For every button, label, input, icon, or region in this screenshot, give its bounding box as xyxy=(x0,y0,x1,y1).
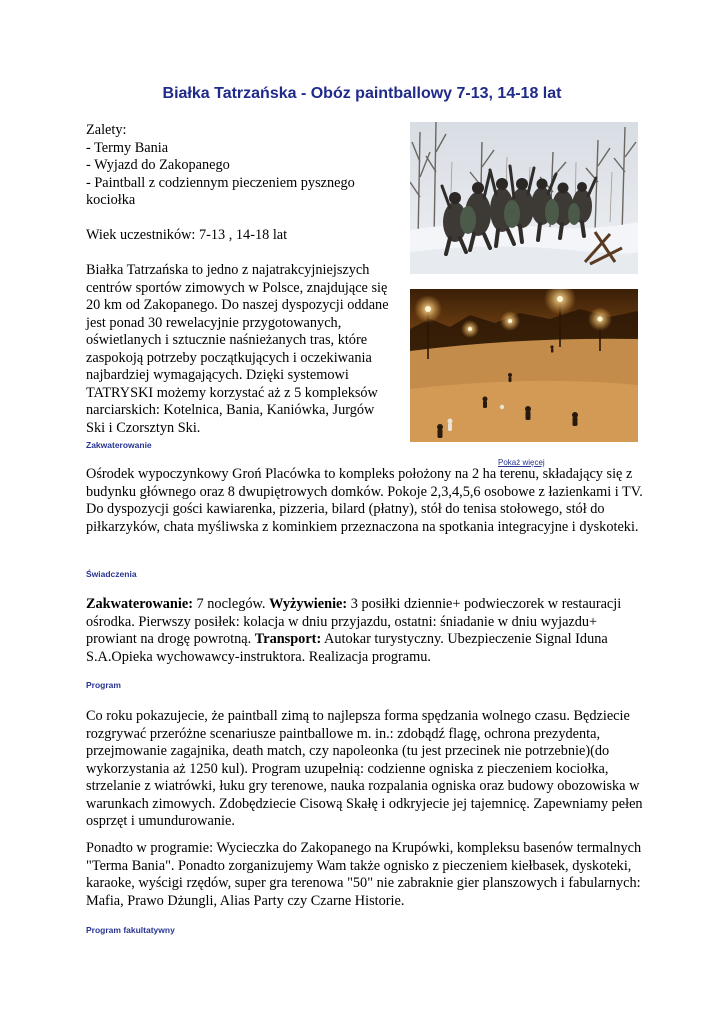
show-more-link[interactable]: Pokaż więcej xyxy=(498,458,545,467)
advantages-label: Zalety: xyxy=(86,122,127,138)
resort-description: Białka Tatrzańska to jedno z najatrakcyjniejszych centrów sportów zimowych w Polsce, znajdujące się 20 km od Zakopanego. Do naszej dyspozycji oddane jest ponad 30 rewelacyjnie przygotowanych, oświetlanych i sztucznie naśnieżanych tras, które zaspokoją potrzeby początkujących i oczekiwania najbardziej wymagających. Dzięki systemowi TATRYSKI możemy korzystać aż z 5 kompleksów narciarskich: Kotelnica, Bania, Kaniówka, Jurgów Ski i Czorsztyn Ski. xyxy=(86,262,389,436)
services-transport-value: Autokar turystyczny. Ubezpieczenie Signal Iduna S.A.Opieka wychowawcy-instruktora. Realizacja programu. xyxy=(86,631,608,665)
services-accommodation-value: 7 noclegów. xyxy=(196,596,266,612)
night-ski-slope-photo xyxy=(410,289,638,442)
services-accommodation-label: Zakwaterowanie: xyxy=(86,596,193,612)
program-text-1: Co roku pokazujecie, że paintball zimą to najlepsza forma spędzania wolnego czasu. Będziecie rozgrywać przeróżne scenariusze paintballowe m. in.: zdobądź flagę, ochrona prezydenta, przejmowanie zagajnika, death match, czy napoleonka (tu jest przecinek nie potrzebnie)(do wykorzystania aż 1250 kul). Program uzupełnią: codzienne ogniska z pieczeniem kociołka, strzelanie z wiatrówki, łuku gry terenowe, nauka rozpalania ogniska oraz budowy obozowiska w warunkach zimowych. Zdobędziecie Cisową Skałę i odkryjecie jej tajemnicę. Zapewniamy pełen osprzęt i umundurowanie. xyxy=(86,708,643,829)
section-heading-accommodation: Zakwaterowanie xyxy=(86,440,152,450)
section-heading-program: Program xyxy=(86,680,121,690)
accommodation-text: Ośrodek wypoczynkowy Groń Placówka to kompleks położony na 2 ha terenu, składający się z budynku głównego oraz 8 dwupiętrowych domków. Pokoje 2,3,4,5,6 osobowe z łazienkami i TV. Do dyspozycji gości kawiarenka, pizzeria, bilard (płatny), stół do tenisa stołowego, stół do piłkarzyków, chata myśliwska z kominkiem przeznaczona na spotkania integracyjne i dyskoteki. xyxy=(86,466,643,535)
ski-slope-image xyxy=(410,289,638,442)
services-transport-label: Transport: xyxy=(254,631,322,647)
advantage-item: - Termy Bania xyxy=(86,139,169,156)
paintball-group-photo xyxy=(410,122,638,274)
intro-text xyxy=(86,122,396,437)
advantage-item: kociołka xyxy=(86,192,136,208)
paintball-group-image xyxy=(410,122,638,274)
age-range: Wiek uczestników: 7-13 , 14-18 lat xyxy=(86,227,288,243)
page-title: Białka Tatrzańska - Obóz paintballowy 7-13, 14-18 lat xyxy=(162,85,562,102)
program-text-2: Ponadto w programie: Wycieczka do Zakopanego na Krupówki, kompleksu basenów termalnych "Terma Bania". Ponadto zorganizujemy Wam także ognisko z pieczeniem kiełbasek, dyskoteki, karaoke, wyścigi rzędów, super gra terenowa "50" nie zabraknie gier planszowych i fabularnych: Mafia, Prawo Dżungli, Alias Party czy Czarne Historie. xyxy=(86,840,642,909)
services-food-label: Wyżywienie: xyxy=(269,596,348,612)
advantage-item: - Wyjazd do Zakopanego xyxy=(86,157,230,173)
advantage-item: - Paintball z codziennym pieczeniem pysznego xyxy=(86,174,355,191)
services-food-value: 3 posiłki dziennie+ podwieczorek w restauracji ośrodka. Pierwszy posiłek: kolacja w dniu przyjazdu, ostatni: śniadanie w dniu wyjazdu+ prowiant na drogę powrotną. xyxy=(86,596,622,647)
services-text xyxy=(86,596,651,666)
section-heading-optional-program: Program fakultatywny xyxy=(86,925,175,935)
section-heading-services: Świadczenia xyxy=(86,569,137,579)
